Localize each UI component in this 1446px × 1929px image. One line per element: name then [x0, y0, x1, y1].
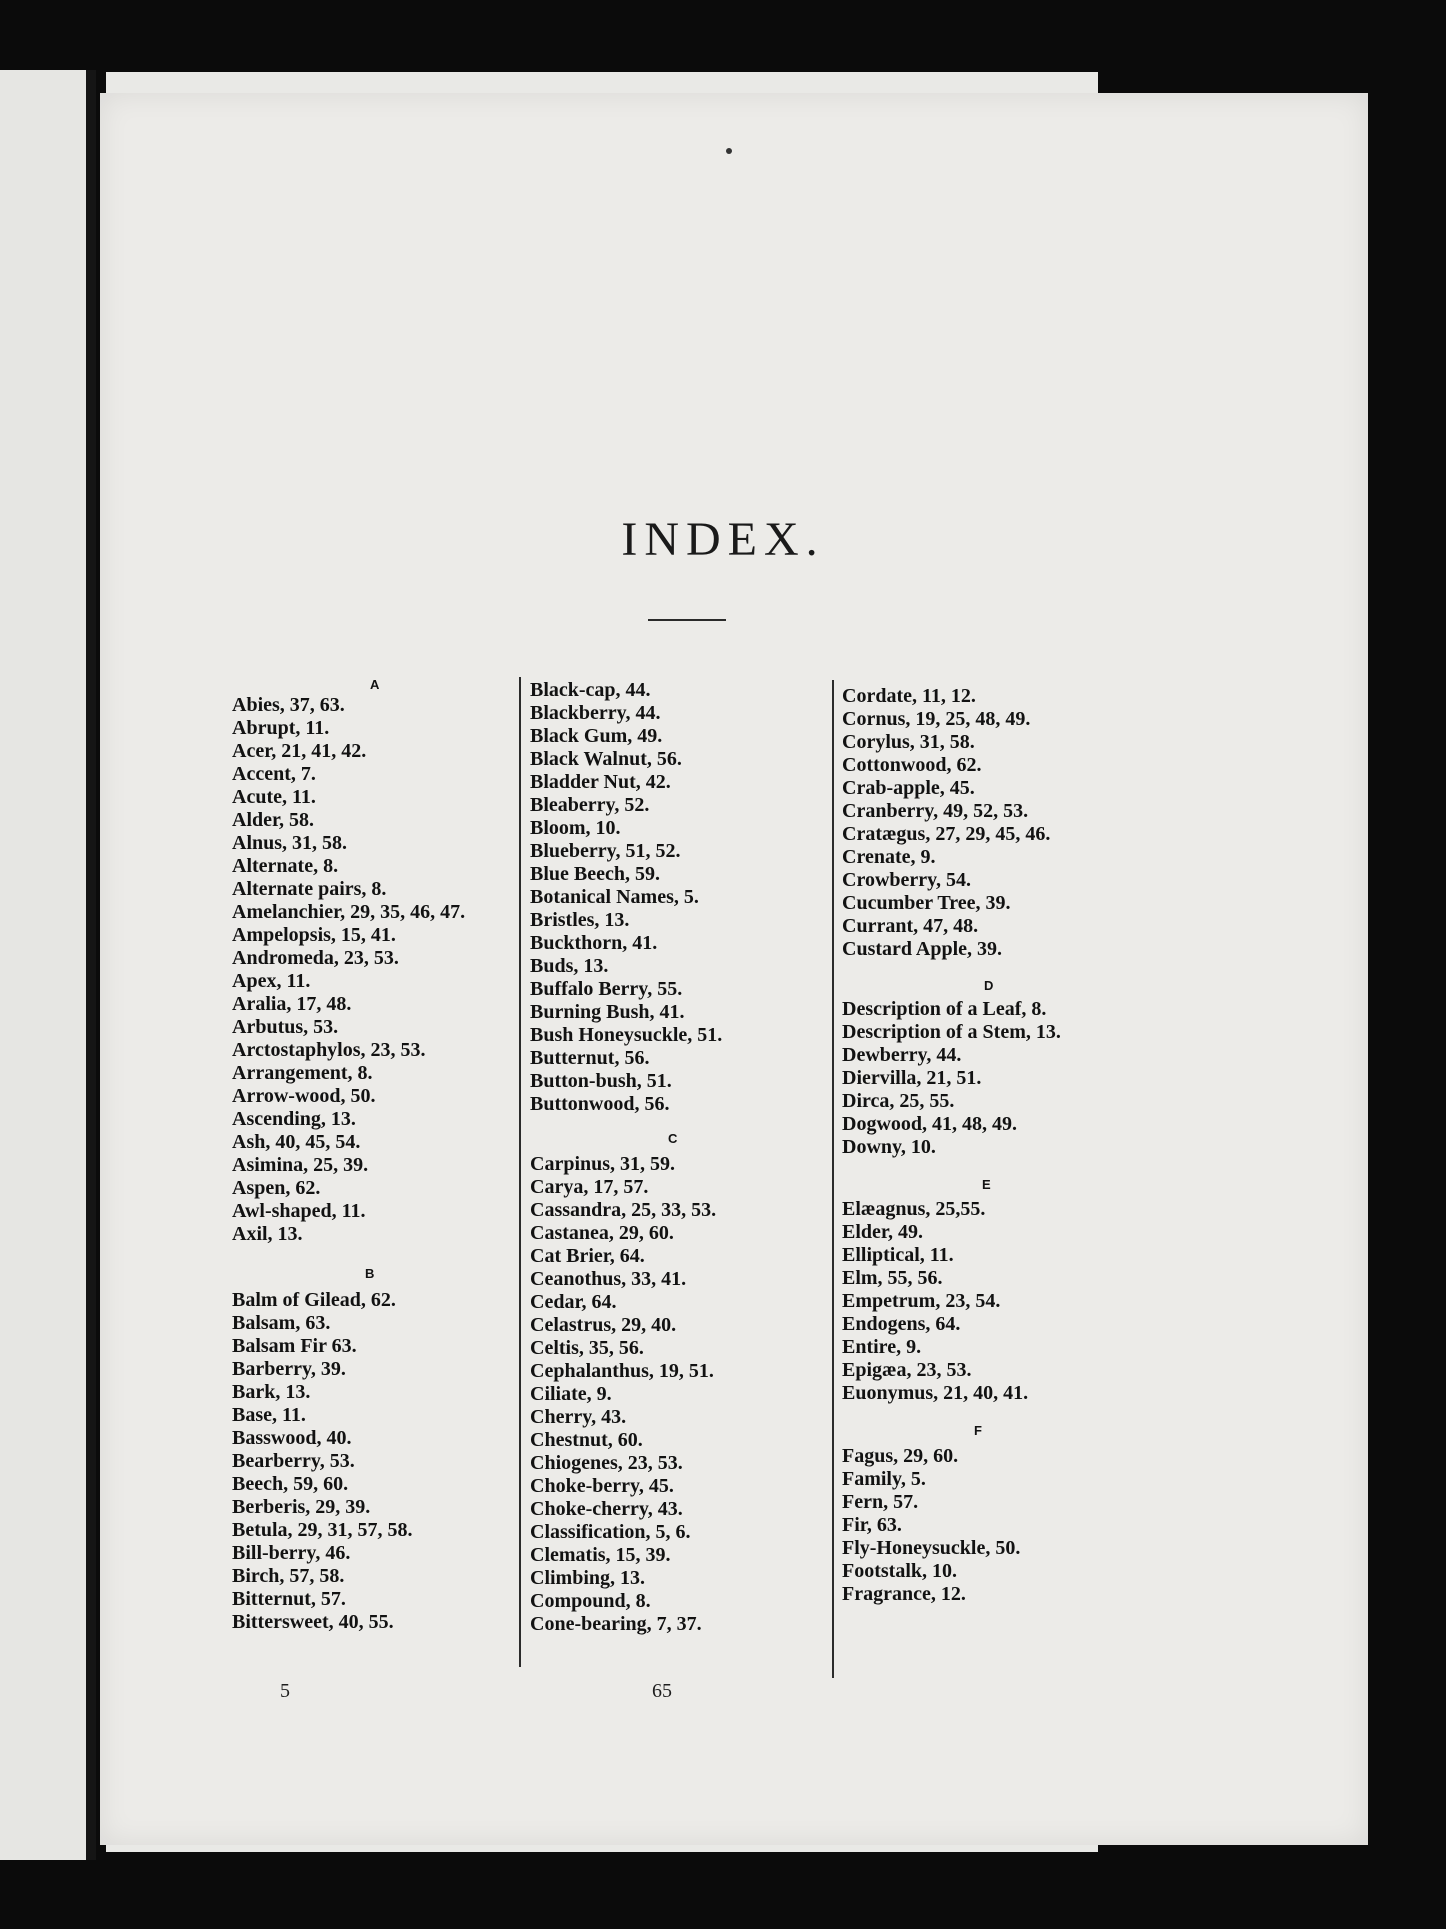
- index-entry: Alnus, 31, 58.: [232, 832, 348, 854]
- index-entry: Description of a Leaf, 8.: [842, 998, 1047, 1020]
- index-entry: Black Gum, 49.: [530, 725, 663, 747]
- index-entry: Fagus, 29, 60.: [842, 1445, 959, 1467]
- index-entry: Ampelopsis, 15, 41.: [232, 924, 396, 946]
- index-entry: Fir, 63.: [842, 1514, 902, 1536]
- index-entry: Cucumber Tree, 39.: [842, 892, 1011, 914]
- index-entry: Crenate, 9.: [842, 846, 936, 868]
- index-entry: Bark, 13.: [232, 1381, 311, 1403]
- index-entry: Euonymus, 21, 40, 41.: [842, 1382, 1029, 1404]
- index-entry: Chestnut, 60.: [530, 1429, 643, 1451]
- index-entry: Crab-apple, 45.: [842, 777, 975, 799]
- index-entry: Bitternut, 57.: [232, 1588, 346, 1610]
- index-entry: Cephalanthus, 19, 51.: [530, 1360, 714, 1382]
- index-entry: Downy, 10.: [842, 1136, 936, 1158]
- index-entry: Ciliate, 9.: [530, 1383, 612, 1405]
- index-entry: Bloom, 10.: [530, 817, 621, 839]
- page-number-left: 5: [280, 1680, 290, 1702]
- index-entry: Betula, 29, 31, 57, 58.: [232, 1519, 413, 1541]
- index-entry: Description of a Stem, 13.: [842, 1021, 1061, 1043]
- index-entry: Elder, 49.: [842, 1221, 923, 1243]
- index-entry: Arbutus, 53.: [232, 1016, 339, 1038]
- index-entry: Bladder Nut, 42.: [530, 771, 671, 793]
- index-entry: Balsam Fir 63.: [232, 1335, 357, 1357]
- index-entry: Asimina, 25, 39.: [232, 1154, 369, 1176]
- index-entry: Cordate, 11, 12.: [842, 685, 976, 707]
- index-entry: Acer, 21, 41, 42.: [232, 740, 367, 762]
- index-entry: Cottonwood, 62.: [842, 754, 982, 776]
- index-entry: Arctostaphylos, 23, 53.: [232, 1039, 426, 1061]
- index-entry: Dewberry, 44.: [842, 1044, 962, 1066]
- section-c-list: [530, 1153, 722, 1636]
- index-entry: Alternate pairs, 8.: [232, 878, 387, 900]
- index-entry: Celtis, 35, 56.: [530, 1337, 644, 1359]
- index-entry: Apex, 11.: [232, 970, 311, 992]
- index-entry: Axil, 13.: [232, 1223, 303, 1245]
- index-entry: Cherry, 43.: [530, 1406, 627, 1428]
- index-column-1: [232, 678, 465, 1634]
- index-entry: Crowberry, 54.: [842, 869, 972, 891]
- index-entry: Andromeda, 23, 53.: [232, 947, 399, 969]
- index-entry: Currant, 47, 48.: [842, 915, 979, 937]
- index-entry: Epigæa, 23, 53.: [842, 1359, 972, 1381]
- index-entry: Bittersweet, 40, 55.: [232, 1611, 394, 1633]
- index-entry: Button-bush, 51.: [530, 1070, 672, 1092]
- index-entry: Carpinus, 31, 59.: [530, 1153, 676, 1175]
- index-entry: Amelanchier, 29, 35, 46, 47.: [232, 901, 466, 923]
- index-entry: Beech, 59, 60.: [232, 1473, 349, 1495]
- index-entry: Black Walnut, 56.: [530, 748, 682, 770]
- index-entry: Blueberry, 51, 52.: [530, 840, 681, 862]
- index-entry: Castanea, 29, 60.: [530, 1222, 674, 1244]
- index-entry: Arrangement, 8.: [232, 1062, 373, 1084]
- index-entry: Cratægus, 27, 29, 45, 46.: [842, 823, 1051, 845]
- section-letter-b: B: [365, 1266, 375, 1281]
- index-entry: Buds, 13.: [530, 955, 609, 977]
- index-entry: Dirca, 25, 55.: [842, 1090, 955, 1112]
- index-entry: Cedar, 64.: [530, 1291, 617, 1313]
- index-entry: Blue Beech, 59.: [530, 863, 660, 885]
- index-entry: Black-cap, 44.: [530, 679, 651, 701]
- index-entry: Cone-bearing, 7, 37.: [530, 1613, 702, 1635]
- index-entry: Buffalo Berry, 55.: [530, 978, 683, 1000]
- section-b-list: [232, 1289, 465, 1634]
- page-title: INDEX.: [621, 513, 825, 566]
- index-entry: Elæagnus, 25,55.: [842, 1198, 986, 1220]
- section-b-continued-list: [530, 679, 722, 1116]
- index-entry: Bush Honeysuckle, 51.: [530, 1024, 723, 1046]
- index-entry: Cornus, 19, 25, 48, 49.: [842, 708, 1031, 730]
- index-entry: Buckthorn, 41.: [530, 932, 658, 954]
- index-entry: Fern, 57.: [842, 1491, 919, 1513]
- index-entry: Basswood, 40.: [232, 1427, 352, 1449]
- index-entry: Berberis, 29, 39.: [232, 1496, 371, 1518]
- section-letter-a: A: [370, 677, 380, 692]
- index-entry: Bill-berry, 46.: [232, 1542, 351, 1564]
- index-entry: Celastrus, 29, 40.: [530, 1314, 677, 1336]
- index-entry: Clematis, 15, 39.: [530, 1544, 671, 1566]
- column-rule-1: [519, 677, 521, 1667]
- page-number-center: 65: [652, 1680, 672, 1702]
- index-entry: Balm of Gilead, 62.: [232, 1289, 396, 1311]
- index-entry: Fragrance, 12.: [842, 1583, 966, 1605]
- index-entry: Bleaberry, 52.: [530, 794, 650, 816]
- index-entry: Corylus, 31, 58.: [842, 731, 975, 753]
- index-entry: Climbing, 13.: [530, 1567, 646, 1589]
- index-entry: Awl-shaped, 11.: [232, 1200, 366, 1222]
- section-letter-d: D: [984, 978, 994, 993]
- index-entry: Ceanothus, 33, 41.: [530, 1268, 687, 1290]
- facing-page-edge: [0, 70, 86, 1860]
- index-entry: Empetrum, 23, 54.: [842, 1290, 1001, 1312]
- index-entry: Chiogenes, 23, 53.: [530, 1452, 683, 1474]
- index-entry: Blackberry, 44.: [530, 702, 661, 724]
- index-column-2: [530, 679, 722, 1636]
- index-entry: Aralia, 17, 48.: [232, 993, 352, 1015]
- column-rule-2: [832, 680, 834, 1678]
- index-entry: Choke-berry, 45.: [530, 1475, 674, 1497]
- index-entry: Cat Brier, 64.: [530, 1245, 645, 1267]
- index-entry: Fly-Honeysuckle, 50.: [842, 1537, 1021, 1559]
- index-entry: Accent, 7.: [232, 763, 316, 785]
- title-rule: [648, 619, 726, 621]
- index-entry: Buttonwood, 56.: [530, 1093, 670, 1115]
- index-entry: Bristles, 13.: [530, 909, 630, 931]
- index-entry: Abies, 37, 63.: [232, 694, 345, 716]
- index-entry: Alternate, 8.: [232, 855, 339, 877]
- index-entry: Custard Apple, 39.: [842, 938, 1003, 960]
- page-gutter: [86, 70, 96, 1860]
- index-entry: Footstalk, 10.: [842, 1560, 957, 1582]
- index-entry: Aspen, 62.: [232, 1177, 321, 1199]
- index-entry: Botanical Names, 5.: [530, 886, 699, 908]
- index-entry: Butternut, 56.: [530, 1047, 650, 1069]
- index-entry: Endogens, 64.: [842, 1313, 961, 1335]
- section-a-list: [232, 694, 465, 1246]
- index-entry: Elliptical, 11.: [842, 1244, 954, 1266]
- index-entry: Classification, 5, 6.: [530, 1521, 691, 1543]
- index-entry: Ash, 40, 45, 54.: [232, 1131, 361, 1153]
- index-entry: Carya, 17, 57.: [530, 1176, 649, 1198]
- page-speck: [726, 148, 732, 154]
- index-entry: Acute, 11.: [232, 786, 316, 808]
- section-c-continued-list: [842, 685, 1061, 961]
- index-entry: Birch, 57, 58.: [232, 1565, 345, 1587]
- index-entry: Cranberry, 49, 52, 53.: [842, 800, 1029, 822]
- index-entry: Base, 11.: [232, 1404, 306, 1426]
- index-entry: Family, 5.: [842, 1468, 926, 1490]
- index-entry: Alder, 58.: [232, 809, 315, 831]
- section-letter-e: E: [982, 1177, 991, 1192]
- index-entry: Entire, 9.: [842, 1336, 922, 1358]
- index-entry: Dogwood, 41, 48, 49.: [842, 1113, 1018, 1135]
- index-entry: Choke-cherry, 43.: [530, 1498, 683, 1520]
- section-f-list: [842, 1445, 1061, 1606]
- index-entry: Cassandra, 25, 33, 53.: [530, 1199, 717, 1221]
- index-entry: Arrow-wood, 50.: [232, 1085, 376, 1107]
- index-entry: Compound, 8.: [530, 1590, 651, 1612]
- section-letter-c: C: [668, 1131, 678, 1146]
- index-entry: Burning Bush, 41.: [530, 1001, 685, 1023]
- section-letter-f: F: [974, 1423, 982, 1438]
- index-entry: Elm, 55, 56.: [842, 1267, 943, 1289]
- section-d-list: [842, 998, 1061, 1159]
- index-entry: Diervilla, 21, 51.: [842, 1067, 982, 1089]
- index-entry: Ascending, 13.: [232, 1108, 356, 1130]
- index-entry: Abrupt, 11.: [232, 717, 330, 739]
- index-column-3: [842, 685, 1061, 1606]
- index-entry: Barberry, 39.: [232, 1358, 346, 1380]
- index-entry: Balsam, 63.: [232, 1312, 331, 1334]
- section-e-list: [842, 1198, 1061, 1405]
- index-entry: Bearberry, 53.: [232, 1450, 355, 1472]
